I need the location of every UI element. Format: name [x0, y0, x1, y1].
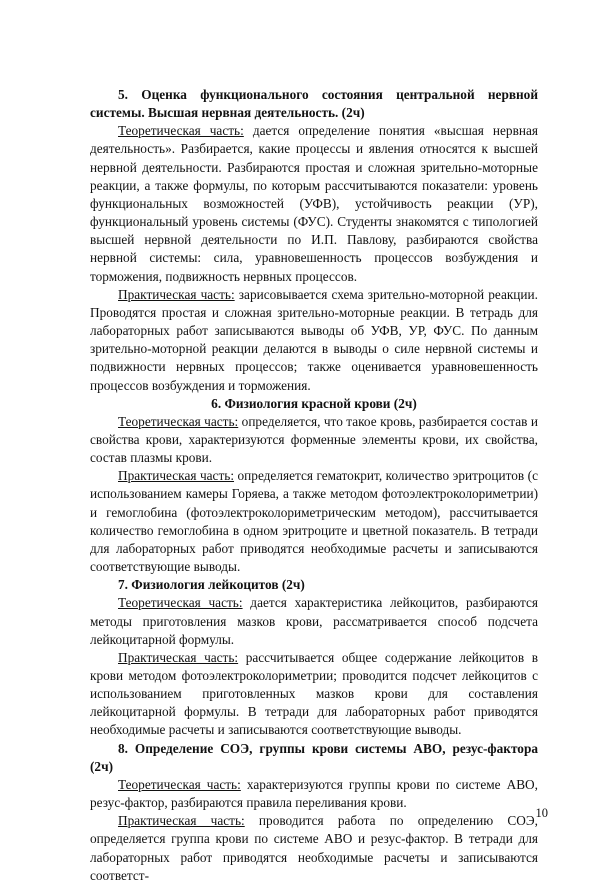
section-6-theory-label: Теоретическая часть:: [118, 413, 239, 429]
page-content: [90, 86, 538, 885]
section-6-practice-label: Практическая часть:: [118, 468, 235, 484]
section-5-theory-text: дается определение понятия «высшая нервная деятельность». Разбирается, какие процессы и явления относятся к высшей нервной деятельности. Разбираются простая и сложная зрительно-моторные реакции, а также формулы, по которым рассчитываются показатели: уровень функциональных возможностей (УФВ), устойчивость реакции (УР), функциональный уровень системы (ФУС). Студенты знакомятся с типологией высшей нервной деятельности по И.П. Павлову, разбираются свойства нервной системы: сила, уравновешенность процессов возбуждения и торможения, подвижность нервных процессов.: [90, 123, 538, 284]
page-number: 10: [535, 806, 548, 820]
section-8-practice-text: проводится работа по определению СОЭ, определяется группа крови по системе АВО и резус-фактор. В тетради для лабораторных работ приводятся необходимые расчеты и записываются соответст-: [90, 813, 538, 883]
section-6-practice-text: определяется гематокрит, количество эритроцитов (с использованием камеры Горяева, а также методом фотоэлектроколориметрии) и гемоглобина (фотоэлектроколориметрическим методом), рассчитывается количество гемоглобина в одном эритроците и цветной показатель. В тетради для лабораторных работ приводятся необходимые расчеты и записываются соответствующие выводы.: [90, 468, 538, 575]
section-6-heading: 6. Физиология красной крови (2ч): [211, 395, 417, 411]
section-5-theory: [90, 122, 538, 285]
section-7-theory-text: дается характеристика лейкоцитов, разбираются методы приготовления мазков крови, рассматривается способ подсчета лейкоцитарной формулы.: [90, 595, 538, 647]
section-8-theory-text: характеризуются группы крови по системе АВО, резус-фактор, разбираются правила переливания крови.: [90, 776, 538, 811]
section-6-theory: [90, 413, 538, 467]
section-7-theory: [90, 594, 538, 648]
section-7-practice: [90, 649, 538, 740]
section-7-practice-text: рассчитывается общее содержание лейкоцитов в крови методом фотоэлектроколориметрии; проводится подсчет лейкоцитов с использованием приготовленных мазков крови для составления лейкоцитарной формулы. В тетради для лабораторных работ приводятся необходимые расчеты и записываются соответствующие выводы.: [90, 649, 538, 738]
section-5-practice-text: зарисовывается схема зрительно-моторной реакции. Проводятся простая и сложная зрительно-моторные реакции. В тетрадь для лабораторных работ записываются выводы об УФВ, УР, ФУС. По данным зрительно-моторной реакции делаются в выводы о силе нервной системы и подвижности нервных процессов; также оценивается уравновешенность процессов возбуждения и торможения.: [90, 286, 538, 393]
section-7-theory-label: Теоретическая часть:: [118, 595, 243, 611]
section-5-heading: 5. Оценка функционального состояния центральной нервной системы. Высшая нервная деятельность. (2ч): [90, 87, 538, 121]
section-8-practice-label: Практическая часть:: [118, 813, 245, 829]
section-8-theory-label: Теоретическая часть:: [118, 776, 241, 792]
section-7-practice-label: Практическая часть:: [118, 649, 239, 665]
section-6-theory-text: определяется, что такое кровь, разбирается состав и свойства крови, характеризуются форменные элементы крови, их свойства, состав плазмы крови.: [90, 413, 538, 466]
section-5-practice: [90, 286, 538, 395]
section-7-heading: 7. Физиология лейкоцитов (2ч): [118, 577, 305, 593]
section-8-theory: [90, 776, 538, 812]
section-5-practice-label: Практическая часть:: [118, 286, 235, 302]
section-8-heading: 8. Определение СОЭ, группы крови системы АВО, резус-фактора (2ч): [90, 740, 538, 774]
section-6-practice: [90, 467, 538, 576]
section-5-theory-label: Теоретическая часть:: [118, 123, 244, 139]
